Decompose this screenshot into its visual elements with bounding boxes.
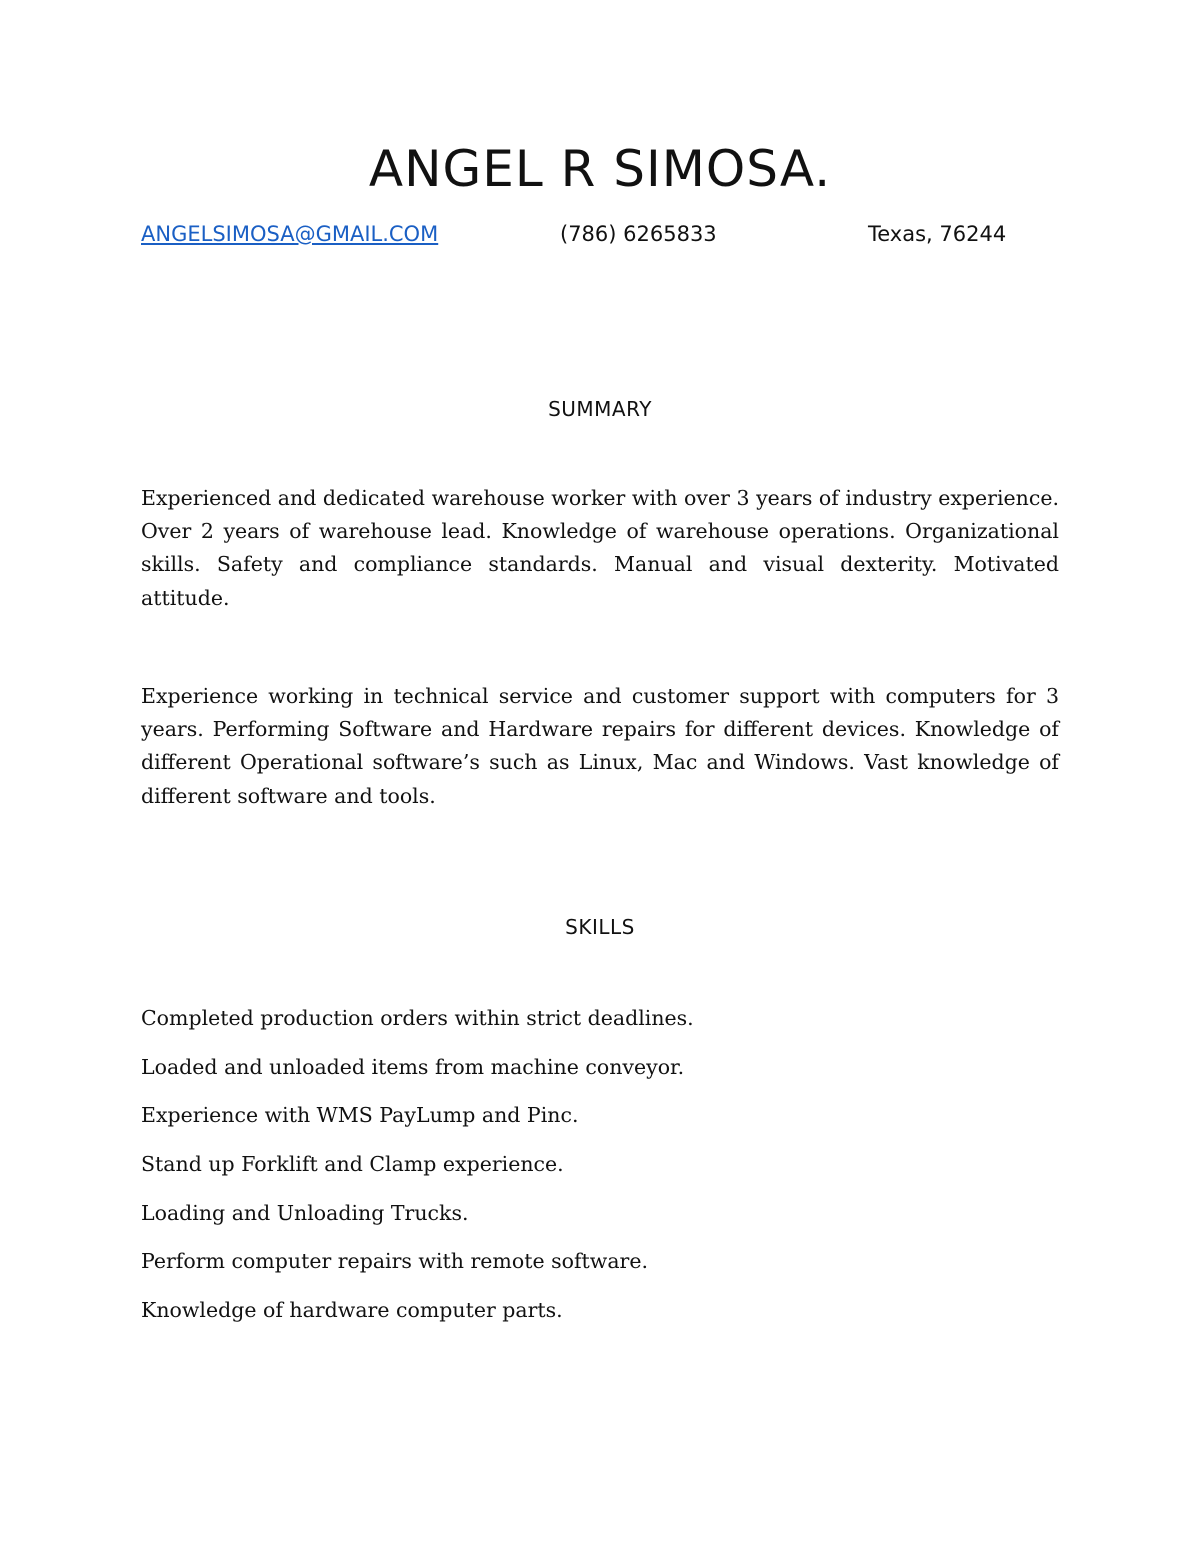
skills-heading: SKILLS: [565, 915, 635, 939]
phone-number: (786) 6265833: [560, 222, 717, 246]
summary-paragraph: Experience working in technical service and customer support with computers for 3 years. Performing Software and Hardware repairs for different devices. Knowledge of different Operational software’s such as Linux, Mac and Windows. Vast knowledge of different software and tools.: [141, 684, 1059, 808]
skill-item: Loaded and unloaded items from machine conveyor.: [141, 1054, 685, 1079]
skills-list: [141, 1002, 1059, 1343]
location: Texas, 76244: [868, 222, 1007, 246]
email-link[interactable]: ANGELSIMOSA@GMAIL.COM: [141, 222, 439, 246]
skill-item: Experience with WMS PayLump and Pinc.: [141, 1103, 579, 1128]
skill-item: Completed production orders within strict deadlines.: [141, 1006, 694, 1030]
skill-item: Knowledge of hardware computer parts.: [141, 1298, 563, 1323]
summary-paragraph: Experienced and dedicated warehouse worker with over 3 years of industry experience. Over 2 years of warehouse lead. Knowledge of warehouse operations. Organizational skills. Safety and compliance standards. Manual and visual dexterity. Motivated attitude.: [141, 486, 1059, 610]
skill-item: Loading and Unloading Trucks.: [141, 1200, 469, 1225]
skill-item: Perform computer repairs with remote software.: [141, 1249, 648, 1274]
skill-item: Stand up Forklift and Clamp experience.: [141, 1152, 564, 1177]
resume-name: ANGEL R SIMOSA.: [368, 140, 832, 198]
summary-heading: SUMMARY: [548, 397, 652, 421]
